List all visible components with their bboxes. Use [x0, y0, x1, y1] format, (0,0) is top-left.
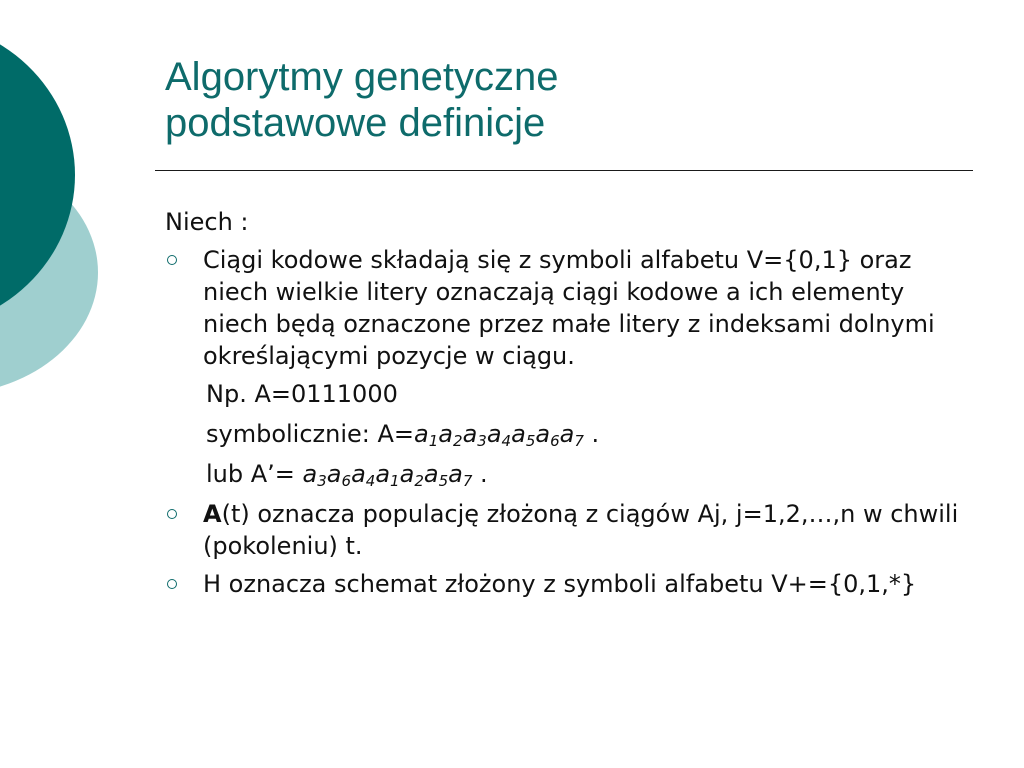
math-term	[414, 420, 438, 448]
math-term-letter: a	[423, 460, 439, 488]
example-line-1: Np. A=0111000	[206, 380, 398, 408]
example-line-3	[165, 458, 965, 490]
title-line-1: Algorytmy genetyczne	[165, 55, 559, 99]
math-term-letter: a	[326, 460, 342, 488]
bullet-item-1	[165, 244, 965, 372]
math-term-letter: a	[462, 420, 478, 448]
math-term-letter: a	[375, 460, 391, 488]
math-term-letter: a	[414, 420, 429, 448]
math-term-index: 3	[317, 472, 327, 490]
math-term-letter: a	[448, 460, 463, 488]
bullet-2-text: (t) oznacza populację złożoną z ciągów Aj, j=1,2,…,n w chwili (pokoleniu) t.	[203, 500, 959, 560]
math-term	[303, 460, 327, 488]
math-term	[327, 460, 351, 488]
hollow-circle-bullet-icon	[167, 255, 177, 265]
math-term-letter: a	[486, 420, 502, 448]
slide-body	[165, 206, 965, 606]
math-term-index: 1	[390, 472, 400, 490]
bullet-1-text: Ciągi kodowe składają się z symboli alfabetu V={0,1} oraz niech wielkie litery oznaczają ciągi kodowe a ich elementy niech będą oznaczone przez małe litery z indeksami dolnymi określającymi pozycje w ciągu.	[203, 246, 935, 370]
title-divider	[155, 170, 973, 171]
example-2-suffix: .	[583, 420, 600, 448]
title-line-2: podstawowe definicje	[165, 101, 546, 145]
hollow-circle-bullet-icon	[167, 509, 177, 519]
example-line-2	[165, 418, 965, 450]
math-term-letter: a	[511, 420, 526, 448]
math-term-index: 1	[428, 432, 439, 450]
math-term	[560, 420, 584, 448]
math-term	[463, 420, 487, 448]
intro-text: Niech :	[165, 208, 249, 236]
math-term	[511, 420, 535, 448]
example-2-terms	[414, 420, 584, 448]
example-3-suffix: .	[472, 460, 488, 488]
math-term-index: 2	[414, 472, 424, 490]
math-term-index: 7	[574, 432, 584, 450]
math-term-letter: a	[535, 420, 551, 448]
math-term-letter: a	[559, 420, 575, 448]
bullet-item-2	[165, 498, 965, 562]
math-term	[375, 460, 399, 488]
math-term-index: 5	[438, 472, 449, 490]
math-term-index: 6	[550, 432, 560, 450]
hollow-circle-bullet-icon	[167, 579, 177, 589]
math-term	[351, 460, 375, 488]
math-term	[438, 420, 462, 448]
math-term-letter: a	[399, 460, 415, 488]
math-term-letter: a	[438, 420, 454, 448]
example-2-prefix: symbolicznie: A=	[206, 420, 415, 448]
example-3-prefix: lub A’=	[206, 460, 303, 488]
math-term	[448, 460, 472, 488]
math-term-index: 7	[462, 472, 473, 490]
example-3-terms	[303, 460, 473, 488]
math-term-index: 4	[501, 432, 512, 450]
bullet-2-bold: A	[203, 500, 222, 528]
bullet-3-text: H oznacza schemat złożony z symboli alfabetu V+={0,1,*}	[203, 570, 917, 598]
math-term	[400, 460, 424, 488]
math-term-index: 4	[365, 472, 376, 490]
math-term-index: 3	[477, 432, 487, 450]
slide-title	[165, 54, 559, 146]
math-term-index: 5	[525, 432, 536, 450]
bullet-item-3	[165, 568, 965, 600]
math-term-index: 2	[453, 432, 463, 450]
math-term-index: 6	[341, 472, 352, 490]
math-term	[424, 460, 448, 488]
math-term	[487, 420, 511, 448]
math-term	[535, 420, 559, 448]
math-term-letter: a	[351, 460, 366, 488]
math-term-letter: a	[302, 460, 318, 488]
